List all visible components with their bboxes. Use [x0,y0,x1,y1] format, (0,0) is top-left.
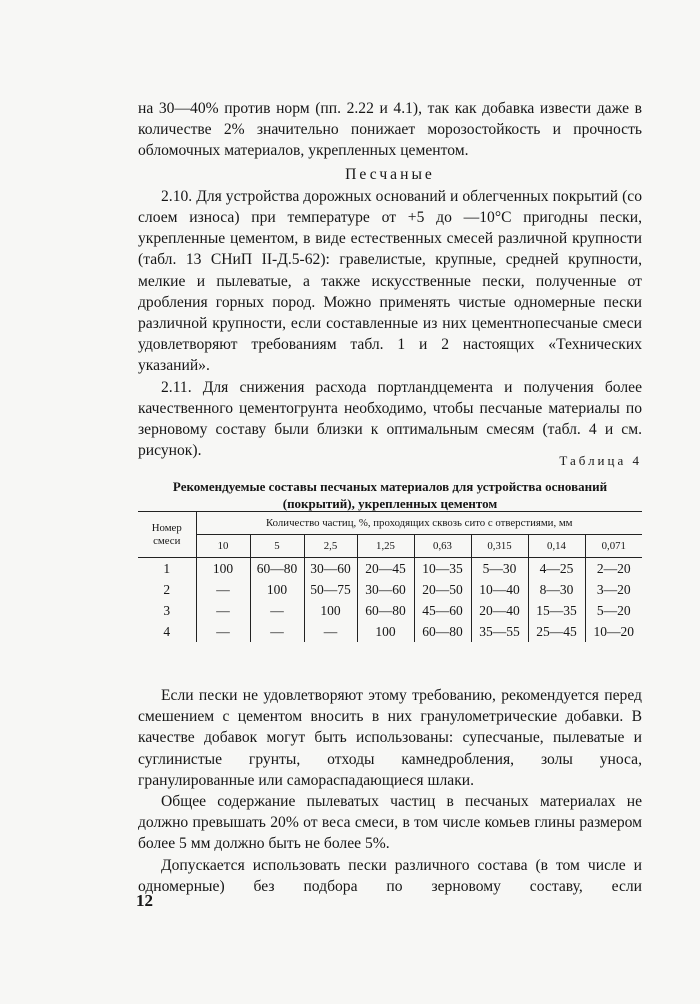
sieve-header: 0,315 [471,535,528,558]
table-cell: — [250,600,304,621]
sieve-header: 5 [250,535,304,558]
mix-number-cell: 1 [163,560,171,576]
paragraph-2-10: 2.10. Для устройства дорожных оснований и облегченных покрытий (со слоем износа) при температуре от +5 до —10°С пригодны пески, укрепленные цементом, в виде естественных смесей различной крупности (табл. 13 СНиП II-Д.5-62): гравелистые, крупные, средней крупности, мелкие и пылеватые, а также искусственные пески, полученные от дробления горных пород. Можно применять чистые одномерные пески различной крупности, если составленные из них цементнопесчаные смеси удовлетворяют требованиям табл. 1 и 2 настоящих «Технических указаний». [138,187,642,375]
section-title: Песчаные [345,165,435,183]
table-row [138,579,642,600]
mix-number-cell: 3 [163,602,171,618]
table-cell: 30—60 [304,558,357,580]
table-cell: 60—80 [357,600,414,621]
table-cell: 60—80 [414,621,471,642]
table-cell: — [196,579,250,600]
table-cell: 20—45 [357,558,414,580]
table-row [138,558,642,580]
table-cell: 60—80 [250,558,304,580]
mix-number-cell: 4 [163,623,171,639]
table-cell: 100 [304,600,357,621]
table-cell: 15—35 [528,600,585,621]
paragraph-continuation: Допускается использовать пески различного состава (в том числе и одномерные) без подбора по зерновому составу, если [138,856,642,895]
table-row [138,621,642,642]
mix-number-header: Номер смеси [138,512,196,558]
sieve-group-header: Количество частиц, %, проходящих сквозь сито с отверстиями, мм [196,512,642,535]
sieve-header-row [138,535,642,558]
paragraph-additives: Если пески не удовлетворяют этому требованию, рекомендуется перед смешением с цементом вносить в них гранулометрические добавки. В качестве добавок могут быть использованы: супесчаные, пылеватые и суглинистые грунты, отходы камнедробления, золы уноса, гранулированные или самораспадающиеся шлаки. [138,687,642,789]
table-cell: 100 [357,621,414,642]
table-cell: — [196,621,250,642]
table-cell: 5—20 [585,600,642,621]
table-cell: 20—50 [414,579,471,600]
table-cell: 10—20 [585,621,642,642]
sieve-header: 10 [196,535,250,558]
table-caption: Рекомендуемые составы песчаных материалов для устройства оснований (покрытий), укрепленных цементом [172,479,608,511]
page-number: 12 [136,891,153,910]
table-cell: 20—40 [471,600,528,621]
table-cell: — [304,621,357,642]
table-label: Таблица 4 [559,453,642,468]
sand-mix-table [138,511,642,642]
table-row [138,600,642,621]
intro-paragraph: на 30—40% против норм (пп. 2.22 и 4.1), так как добавка извести даже в количестве 2% значительно понижает морозостойкость и прочность обломочных материалов, укрепленных цементом. [138,100,642,160]
table-cell: 100 [250,579,304,600]
sieve-header: 2,5 [304,535,357,558]
sieve-header: 0,071 [585,535,642,558]
table-cell: 10—40 [471,579,528,600]
text-block-top [138,98,642,461]
text-block-bottom [138,685,642,897]
table-cell: — [250,621,304,642]
sieve-header: 1,25 [357,535,414,558]
table-cell: 45—60 [414,600,471,621]
table-cell: 35—55 [471,621,528,642]
sieve-header: 0,63 [414,535,471,558]
table-cell: 25—45 [528,621,585,642]
table-cell: 5—30 [471,558,528,580]
paragraph-dust-content: Общее содержание пылеватых частиц в песчаных материалах не должно превышать 20% от веса смеси, в том числе комьев глины размером более 5 мм должно быть не более 5%. [138,793,642,853]
table-cell: 8—30 [528,579,585,600]
table-cell: 2—20 [585,558,642,580]
table-cell: 30—60 [357,579,414,600]
table-cell: 100 [196,558,250,580]
table-cell: 10—35 [414,558,471,580]
table-cell: 50—75 [304,579,357,600]
sieve-header: 0,14 [528,535,585,558]
mix-number-cell: 2 [163,581,171,597]
paragraph-2-11: 2.11. Для снижения расхода портландцемента и получения более качественного цементогрунта необходимо, чтобы песчаные материалы по зерновому составу были близки к оптимальным смесям (табл. 4 и см. рисунок). [138,378,642,460]
table-cell: 3—20 [585,579,642,600]
table-cell: 4—25 [528,558,585,580]
table-cell: — [196,600,250,621]
